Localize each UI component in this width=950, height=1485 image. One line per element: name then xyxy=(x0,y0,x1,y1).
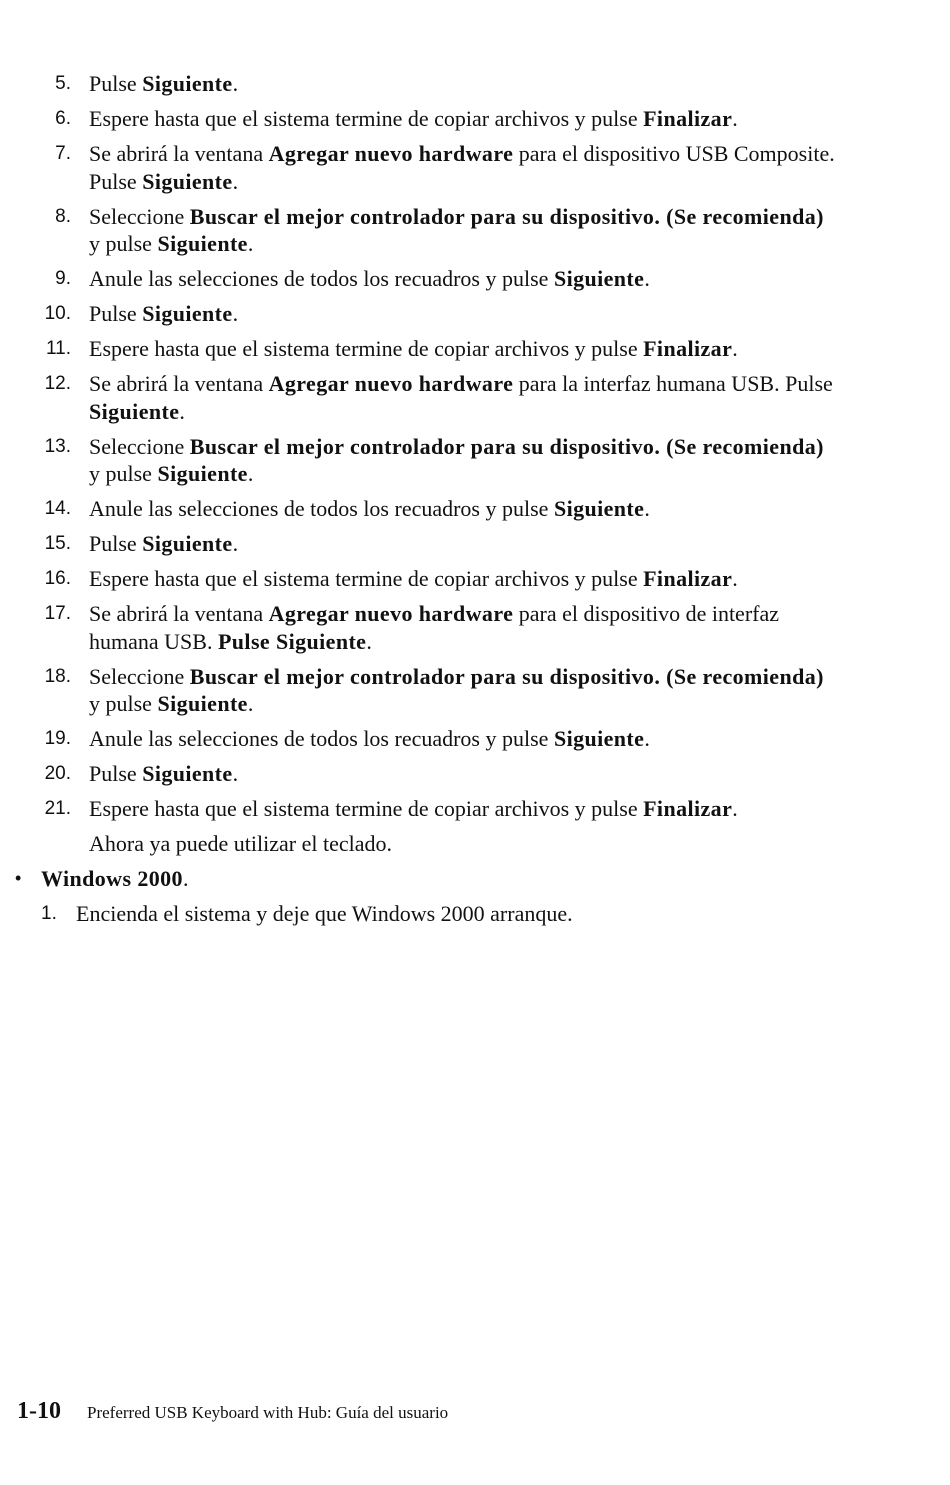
list-item xyxy=(0,663,950,718)
bullet-windows-2000 xyxy=(0,865,950,893)
text-run: . xyxy=(732,796,738,821)
step-number: 19. xyxy=(44,728,71,749)
list-item xyxy=(0,140,950,195)
step-text xyxy=(89,664,824,717)
text-run: Seleccione xyxy=(89,203,190,229)
step-number: 20. xyxy=(44,763,71,784)
step-number: 8. xyxy=(55,205,71,227)
step-number: 1. xyxy=(41,903,57,924)
list-item xyxy=(0,495,950,523)
list-item xyxy=(0,530,950,558)
completion-note: Ahora ya puede utilizar el teclado. xyxy=(89,831,392,856)
bold-term: Siguiente xyxy=(157,461,248,486)
step-number: 21. xyxy=(44,798,71,819)
bold-term: Siguiente xyxy=(142,168,233,194)
text-run: . xyxy=(644,266,650,291)
text-run: Anule las selecciones de todos los recuadros y pulse xyxy=(89,266,554,291)
step-text xyxy=(89,371,833,424)
step-number: 18. xyxy=(44,665,71,687)
text-run: . xyxy=(732,566,738,591)
text-run: Seleccione xyxy=(89,433,190,459)
step-text xyxy=(89,726,650,751)
text-run: Espere hasta que el sistema termine de copiar archivos y pulse xyxy=(89,106,644,131)
step-text xyxy=(89,301,238,326)
instruction-list xyxy=(0,70,950,928)
bold-term: Finalizar xyxy=(643,796,733,821)
text-run: y pulse xyxy=(89,461,158,486)
bold-term: Finalizar xyxy=(643,106,733,131)
text-run: Pulse xyxy=(89,761,143,786)
text-run: . xyxy=(644,726,650,751)
step-text xyxy=(89,434,824,487)
text-run: para el dispositivo USB Composite. Pulse xyxy=(89,141,835,194)
bold-term: Agregar nuevo hardware xyxy=(268,601,514,626)
text-run: para el dispositivo de interfaz humana USB. xyxy=(89,601,780,654)
text-run: Pulse xyxy=(89,301,143,326)
step-text xyxy=(89,204,824,257)
text-run: Pulse xyxy=(89,71,143,96)
text-run: Se abrirá la ventana xyxy=(89,371,269,396)
bold-term: Siguiente xyxy=(142,531,233,556)
list-item xyxy=(0,433,950,488)
book-title: Preferred USB Keyboard with Hub: Guía del usuario xyxy=(87,1403,449,1422)
step-number: 12. xyxy=(44,373,71,394)
step-number: 9. xyxy=(55,268,71,289)
bold-term: Buscar el mejor controlador para su dispositivo. (Se recomienda) xyxy=(189,663,824,689)
bold-term: Siguiente xyxy=(89,398,180,424)
step-text: Encienda el sistema y deje que Windows 2000 arranque. xyxy=(76,901,573,926)
text-run: Espere hasta que el sistema termine de copiar archivos y pulse xyxy=(89,566,644,591)
list-item xyxy=(0,300,950,328)
bold-term: Agregar nuevo hardware xyxy=(268,371,514,396)
step-number: 6. xyxy=(55,108,71,129)
bold-term: Finalizar xyxy=(643,566,733,591)
step-text xyxy=(89,71,238,96)
text-run: Anule las selecciones de todos los recuadros y pulse xyxy=(89,496,554,521)
step-number: 16. xyxy=(44,568,71,589)
text-run: . xyxy=(732,336,738,361)
step-number: 14. xyxy=(44,498,71,519)
text-run: Se abrirá la ventana xyxy=(89,141,269,166)
text-run: . xyxy=(732,106,738,131)
bold-term: Siguiente xyxy=(553,726,645,751)
step-text xyxy=(89,266,650,291)
step-text xyxy=(89,496,650,521)
bold-term: Agregar nuevo hardware xyxy=(268,141,514,166)
step-number: 7. xyxy=(55,143,71,164)
page-number: 1-10 xyxy=(17,1398,61,1424)
step-text xyxy=(89,796,738,821)
bold-term: Siguiente xyxy=(553,266,645,291)
bold-term: Pulse Siguiente xyxy=(217,628,367,654)
step-text xyxy=(89,566,738,591)
text-run: Anule las selecciones de todos los recuadros y pulse xyxy=(89,726,554,751)
text-run: y pulse xyxy=(89,691,158,716)
list-item xyxy=(0,105,950,133)
text-run: . xyxy=(232,531,239,556)
bold-term: Siguiente xyxy=(157,231,248,256)
text-run: . xyxy=(232,168,239,194)
step-text xyxy=(89,336,738,361)
step-number: 10. xyxy=(44,303,71,324)
bullet-suffix: . xyxy=(182,866,189,891)
step-number: 15. xyxy=(44,533,71,554)
text-run: . xyxy=(232,301,239,326)
text-run: . xyxy=(247,691,254,716)
text-run: Espere hasta que el sistema termine de copiar archivos y pulse xyxy=(89,336,644,361)
text-run: Se abrirá la ventana xyxy=(89,601,269,626)
bold-term: Buscar el mejor controlador para su dispositivo. (Se recomienda) xyxy=(189,433,824,459)
step-text xyxy=(89,106,738,131)
text-run: . xyxy=(247,461,254,486)
list-item xyxy=(0,565,950,593)
text-run: . xyxy=(366,628,372,654)
text-run: para la interfaz humana USB. Pulse xyxy=(513,371,833,396)
list-item xyxy=(0,600,950,655)
step-text xyxy=(89,761,238,786)
list-item xyxy=(0,760,950,788)
step-text xyxy=(89,601,779,654)
bullet-marker: • xyxy=(15,868,22,888)
numbered-steps xyxy=(0,70,950,823)
step-text xyxy=(89,141,835,194)
text-run: Seleccione xyxy=(89,663,190,689)
windows-2000-step xyxy=(0,900,950,928)
text-run: . xyxy=(247,231,254,256)
bold-term: Buscar el mejor controlador para su dispositivo. (Se recomienda) xyxy=(189,203,824,229)
text-run: . xyxy=(179,398,185,424)
text-run: . xyxy=(644,496,650,521)
step-number: 13. xyxy=(44,435,71,457)
list-item xyxy=(0,265,950,293)
text-run: Espere hasta que el sistema termine de copiar archivos y pulse xyxy=(89,796,644,821)
list-item xyxy=(0,203,950,258)
list-item xyxy=(0,795,950,823)
step-text xyxy=(89,531,238,556)
list-item xyxy=(0,370,950,425)
bold-term: Siguiente xyxy=(142,301,233,326)
bold-term: Siguiente xyxy=(142,761,233,786)
bold-term: Finalizar xyxy=(643,336,733,361)
text-run: Pulse xyxy=(89,531,143,556)
step-number: 11. xyxy=(45,338,71,359)
list-item xyxy=(0,725,950,753)
text-run: . xyxy=(232,71,239,96)
text-run: y pulse xyxy=(89,231,158,256)
list-item xyxy=(0,70,950,98)
list-item xyxy=(0,335,950,363)
bold-term: Siguiente xyxy=(142,71,233,96)
bullet-label: Windows 2000 xyxy=(41,866,183,891)
text-run: . xyxy=(232,761,239,786)
step-number: 5. xyxy=(55,73,71,94)
bold-term: Siguiente xyxy=(157,691,248,716)
bold-term: Siguiente xyxy=(553,496,645,521)
page-footer xyxy=(17,1398,448,1425)
step-number: 17. xyxy=(44,603,71,624)
